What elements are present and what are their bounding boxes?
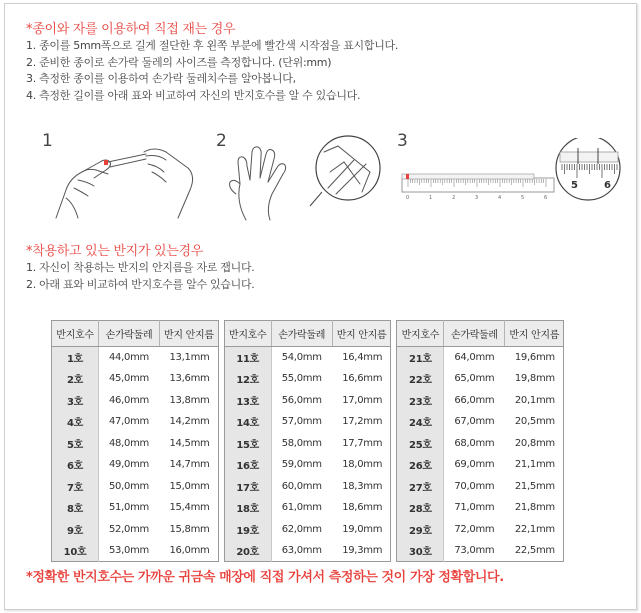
ruler-tick-label: 4 bbox=[498, 195, 502, 201]
inner-diameter-cell: 18,6mm bbox=[342, 502, 383, 514]
ring-size-cell: 19호 bbox=[224, 519, 271, 541]
finger-circumference-cell: 62,0mm bbox=[281, 523, 322, 535]
step-number-2: 2 bbox=[216, 131, 227, 151]
ring-size-cell: 28호 bbox=[397, 497, 444, 519]
ring-size-cell: 12호 bbox=[224, 368, 271, 390]
ring-size-cell: 10호 bbox=[52, 540, 99, 562]
ring-size-cell: 17호 bbox=[224, 476, 271, 498]
step-number-1: 1 bbox=[42, 131, 53, 151]
table-row bbox=[52, 519, 219, 541]
ruler-illustration bbox=[398, 138, 630, 208]
inner-diameter-cell: 19,0mm bbox=[342, 523, 383, 535]
inner-diameter-cell: 13,6mm bbox=[169, 373, 210, 385]
table-row bbox=[224, 390, 391, 412]
table-row bbox=[52, 454, 219, 476]
finger-circumference-cell: 64,0mm bbox=[454, 352, 495, 363]
finger-circumference-cell: 48,0mm bbox=[109, 437, 149, 449]
ring-size-cell: 8호 bbox=[52, 497, 99, 519]
section1-step: 3. 측정한 종이를 이용하여 손가락 둘레치수를 알아봅니다, bbox=[26, 72, 296, 85]
finger-circumference-cell: 56,0mm bbox=[281, 394, 322, 406]
section1-step: 1. 종이를 5mm폭으로 길게 절단한 후 왼쪽 부분에 빨간색 시작점을 표시합니다. bbox=[26, 39, 399, 52]
section1-title: *종이와 자를 이용하여 직접 재는 경우 bbox=[26, 22, 236, 37]
inner-diameter-cell: 20,1mm bbox=[514, 394, 555, 406]
table-row bbox=[224, 519, 391, 541]
finger-circumference-cell: 59,0mm bbox=[281, 459, 322, 471]
ruler-tick-label: 1 bbox=[429, 195, 433, 201]
ring-size-cell: 13호 bbox=[224, 390, 271, 412]
ring-size-tables bbox=[51, 320, 564, 562]
table-row bbox=[224, 476, 391, 498]
ring-size-cell: 16호 bbox=[224, 454, 271, 476]
inner-diameter-cell: 19,6mm bbox=[514, 352, 555, 363]
table-row bbox=[397, 347, 564, 369]
finger-wrap-illustration bbox=[226, 132, 386, 222]
table-row bbox=[397, 368, 564, 390]
column-header: 반지호수 bbox=[397, 321, 444, 347]
ring-size-cell: 3호 bbox=[52, 390, 99, 412]
finger-circumference-cell: 45,0mm bbox=[109, 373, 149, 385]
table-row bbox=[397, 519, 564, 541]
finger-circumference-cell: 60,0mm bbox=[281, 480, 322, 492]
ring-size-cell: 21호 bbox=[397, 347, 444, 369]
table-row bbox=[52, 347, 219, 369]
finger-circumference-cell: 58,0mm bbox=[281, 437, 322, 449]
inner-diameter-cell: 20,8mm bbox=[514, 437, 555, 449]
table-row bbox=[224, 347, 391, 369]
section2-step: 2. 아래 표와 비교하여 반지호수를 알수 있습니다. bbox=[26, 277, 255, 291]
inner-diameter-cell: 14,7mm bbox=[169, 459, 210, 471]
ring-size-cell: 25호 bbox=[397, 433, 444, 455]
ring-size-cell: 30호 bbox=[397, 540, 444, 562]
inner-diameter-cell: 14,5mm bbox=[169, 437, 210, 449]
table-row bbox=[224, 411, 391, 433]
table-row bbox=[224, 454, 391, 476]
table-row bbox=[52, 476, 219, 498]
table-row bbox=[397, 540, 564, 562]
finger-circumference-cell: 55,0mm bbox=[281, 373, 322, 385]
inner-diameter-cell: 15,4mm bbox=[169, 502, 210, 514]
column-header: 손가락둘레 bbox=[271, 321, 332, 347]
table-row bbox=[397, 390, 564, 412]
ring-size-cell: 23호 bbox=[397, 390, 444, 412]
table-row bbox=[224, 433, 391, 455]
finger-circumference-cell: 54,0mm bbox=[281, 352, 322, 363]
column-header: 반지호수 bbox=[52, 321, 99, 347]
table-header-row bbox=[397, 321, 564, 347]
inner-diameter-cell: 19,3mm bbox=[342, 545, 383, 556]
step-number-3: 3 bbox=[397, 131, 408, 151]
inner-diameter-cell: 21,5mm bbox=[514, 480, 555, 492]
inner-diameter-cell: 16,4mm bbox=[342, 352, 383, 363]
table-row bbox=[52, 411, 219, 433]
red-start-mark-icon bbox=[406, 174, 409, 179]
finger-circumference-cell: 73,0mm bbox=[454, 545, 495, 556]
ring-size-cell: 9호 bbox=[52, 519, 99, 541]
table-row bbox=[52, 390, 219, 412]
column-header: 손가락둘레 bbox=[444, 321, 505, 347]
table-row bbox=[397, 497, 564, 519]
finger-circumference-cell: 67,0mm bbox=[454, 416, 495, 428]
finger-circumference-cell: 50,0mm bbox=[109, 480, 149, 492]
inner-diameter-cell: 21,8mm bbox=[514, 502, 555, 514]
section2-title: *착용하고 있는 반지가 있는경우 bbox=[26, 244, 204, 259]
table-row bbox=[52, 540, 219, 562]
ring-size-table bbox=[51, 320, 219, 562]
ruler-tick-label: 3 bbox=[475, 195, 479, 201]
section2-step: 1. 자신이 착용하는 반지의 안지름을 자로 잽니다. bbox=[26, 261, 255, 274]
section2-steps bbox=[26, 260, 254, 293]
inner-diameter-cell: 17,2mm bbox=[342, 416, 383, 428]
column-header: 반지 안지름 bbox=[160, 321, 219, 347]
table-header-row bbox=[52, 321, 219, 347]
inner-diameter-cell: 15,0mm bbox=[169, 480, 210, 492]
hands-measuring-illustration bbox=[48, 140, 198, 220]
inner-diameter-cell: 22,5mm bbox=[514, 545, 555, 556]
ring-size-table bbox=[224, 320, 392, 562]
finger-circumference-cell: 52,0mm bbox=[109, 523, 149, 535]
magnified-tick-label: 5 bbox=[571, 180, 578, 191]
finger-circumference-cell: 57,0mm bbox=[281, 416, 322, 428]
ring-size-cell: 14호 bbox=[224, 411, 271, 433]
finger-circumference-cell: 46,0mm bbox=[109, 394, 149, 406]
inner-diameter-cell: 18,3mm bbox=[342, 480, 383, 492]
ring-size-cell: 11호 bbox=[224, 347, 271, 369]
ring-size-cell: 29호 bbox=[397, 519, 444, 541]
section1-steps bbox=[26, 38, 398, 104]
inner-diameter-cell: 14,2mm bbox=[169, 416, 210, 428]
table-row bbox=[224, 368, 391, 390]
finger-circumference-cell: 69,0mm bbox=[454, 459, 495, 471]
ring-size-cell: 2호 bbox=[52, 368, 99, 390]
table-row bbox=[397, 411, 564, 433]
footer-note: *정확한 반지호수는 가까운 귀금속 매장에 직접 가셔서 측정하는 것이 가장 정확합니다. bbox=[26, 570, 504, 585]
magnified-tick-label: 6 bbox=[604, 180, 611, 191]
inner-diameter-cell: 17,0mm bbox=[342, 394, 383, 406]
inner-diameter-cell: 16,6mm bbox=[342, 373, 383, 385]
ring-size-table bbox=[396, 320, 564, 562]
ring-size-cell: 18호 bbox=[224, 497, 271, 519]
column-header: 반지 안지름 bbox=[332, 321, 391, 347]
ruler-tick-label: 5 bbox=[521, 195, 525, 201]
inner-diameter-cell: 19,8mm bbox=[514, 373, 555, 385]
ring-size-cell: 15호 bbox=[224, 433, 271, 455]
inner-diameter-cell: 18,0mm bbox=[342, 459, 383, 471]
ruler-tick-label: 2 bbox=[452, 195, 456, 201]
ring-size-cell: 26호 bbox=[397, 454, 444, 476]
ring-size-cell: 27호 bbox=[397, 476, 444, 498]
finger-circumference-cell: 71,0mm bbox=[454, 502, 495, 514]
ruler-tick-label: 6 bbox=[544, 195, 548, 201]
finger-circumference-cell: 68,0mm bbox=[454, 437, 495, 449]
finger-circumference-cell: 47,0mm bbox=[109, 416, 149, 428]
ring-size-cell: 4호 bbox=[52, 411, 99, 433]
column-header: 반지호수 bbox=[224, 321, 271, 347]
inner-diameter-cell: 13,8mm bbox=[169, 394, 210, 406]
finger-circumference-cell: 44,0mm bbox=[109, 352, 149, 363]
red-start-mark-icon bbox=[104, 160, 108, 165]
section1-step: 2. 준비한 종이로 손가락 둘레의 사이즈를 측정합니다. (단위:mm) bbox=[26, 55, 332, 69]
column-header: 손가락둘레 bbox=[99, 321, 160, 347]
ring-size-cell: 22호 bbox=[397, 368, 444, 390]
inner-diameter-cell: 22,1mm bbox=[514, 523, 555, 535]
inner-diameter-cell: 13,1mm bbox=[169, 352, 210, 363]
finger-circumference-cell: 53,0mm bbox=[109, 545, 149, 556]
ring-size-cell: 1호 bbox=[52, 347, 99, 369]
table-row bbox=[397, 433, 564, 455]
finger-circumference-cell: 70,0mm bbox=[454, 480, 495, 492]
ring-size-cell: 20호 bbox=[224, 540, 271, 562]
table-row bbox=[224, 540, 391, 562]
finger-circumference-cell: 49,0mm bbox=[109, 459, 149, 471]
finger-circumference-cell: 72,0mm bbox=[454, 523, 495, 535]
ruler-tick-label: 0 bbox=[406, 195, 410, 201]
ring-size-cell: 6호 bbox=[52, 454, 99, 476]
finger-circumference-cell: 66,0mm bbox=[454, 394, 495, 406]
table-row bbox=[52, 497, 219, 519]
table-row bbox=[224, 497, 391, 519]
table-row bbox=[52, 368, 219, 390]
inner-diameter-cell: 21,1mm bbox=[514, 459, 555, 471]
inner-diameter-cell: 15,8mm bbox=[169, 523, 210, 535]
ring-size-cell: 5호 bbox=[52, 433, 99, 455]
ring-size-cell: 7호 bbox=[52, 476, 99, 498]
finger-circumference-cell: 63,0mm bbox=[281, 545, 322, 556]
inner-diameter-cell: 20,5mm bbox=[514, 416, 555, 428]
inner-diameter-cell: 17,7mm bbox=[342, 437, 383, 449]
table-header-row bbox=[224, 321, 391, 347]
column-header: 반지 안지름 bbox=[505, 321, 564, 347]
table-row bbox=[397, 454, 564, 476]
ring-size-cell: 24호 bbox=[397, 411, 444, 433]
finger-circumference-cell: 51,0mm bbox=[109, 502, 149, 514]
inner-diameter-cell: 16,0mm bbox=[169, 545, 210, 556]
finger-circumference-cell: 65,0mm bbox=[454, 373, 495, 385]
finger-circumference-cell: 61,0mm bbox=[281, 502, 322, 514]
table-row bbox=[52, 433, 219, 455]
section1-step: 4. 측정한 길이를 아래 표와 비교하여 자신의 반지호수를 알 수 있습니다. bbox=[26, 88, 361, 102]
table-row bbox=[397, 476, 564, 498]
